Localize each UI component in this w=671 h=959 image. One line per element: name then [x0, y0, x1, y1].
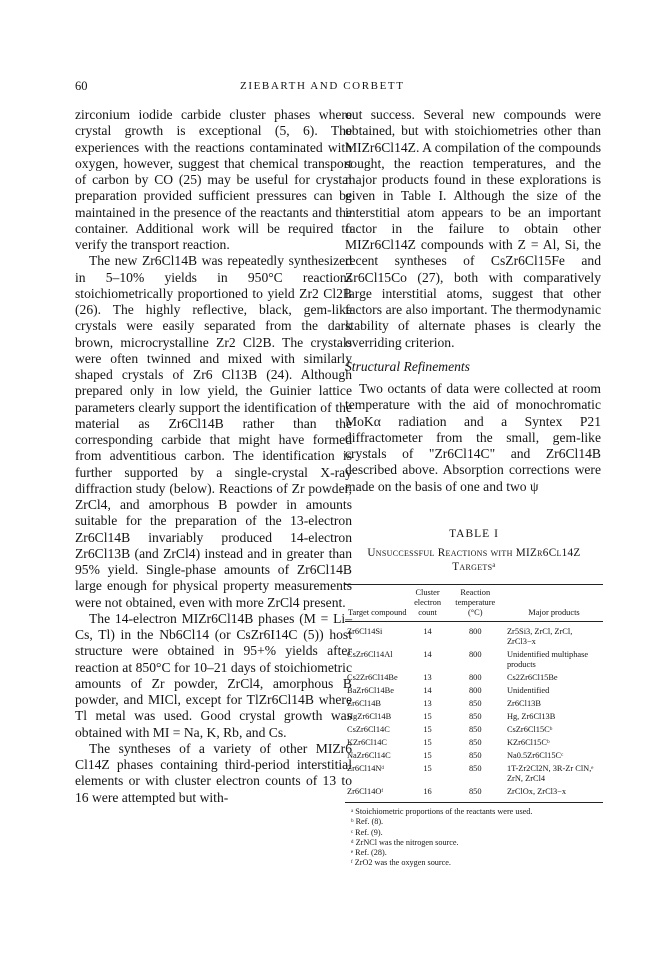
table-block: [345, 528, 603, 869]
cell-electron-count: 14: [423, 686, 432, 695]
cell-electron-count: 13: [423, 673, 432, 682]
cell-target: BaZr6Cl14Be: [347, 686, 394, 695]
cell-target: Cs2Zr6Cl14Be: [347, 673, 398, 682]
cell-temperature: 850: [468, 725, 482, 734]
cell-products: Zr5Si3, ZrCl, ZrCl, ZrCl3−x: [506, 627, 573, 646]
table-label: TABLE I: [449, 528, 499, 540]
cell-temperature: 850: [468, 764, 482, 773]
cell-temperature: 800: [468, 673, 482, 682]
cell-temperature: 850: [468, 712, 482, 721]
table-row: [345, 710, 603, 723]
body-paragraph: The syntheses of a variety of other MIZr6 Cl14Z phases containing third-period interstitial elements or with cluster electron counts of 13 to 16 were attempted but with-: [75, 740, 352, 805]
footnote: ᵉ Ref. (28).: [351, 848, 387, 858]
cell-electron-count: 14: [423, 627, 432, 636]
cell-products: Unidentified: [506, 686, 550, 695]
table-title-line-2: Targetsᵃ: [452, 561, 496, 573]
table-row: [345, 785, 603, 803]
footnote: ᵈ ZrNCl was the nitrogen source.: [351, 837, 459, 847]
cell-products: Cs2Zr6Cl15Be: [506, 673, 558, 682]
cell-temperature: 850: [468, 751, 482, 760]
cell-target: Zr6Cl14Nᵈ: [347, 764, 385, 773]
cell-target: CsZr6Cl14Al: [347, 650, 393, 659]
body-paragraph: zirconium iodide carbide cluster phases where crystal growth is exceptional (5, 6). The experiences with the reactions contaminated with oxygen, however, suggest that chemical transport of carbon by CO (25) may be useful for crystal preparation provided sufficient pressures can be maintained in the presence of the reactants and the container. Additional work will be required to verify the transport reaction.: [75, 107, 352, 252]
column-header: Cluster electron count: [410, 585, 446, 622]
cell-target: NaZr6Cl14C: [347, 751, 391, 760]
body-paragraph: The 14-electron MIZr6Cl14B phases (M = Li–Cs, Tl) in the Nb6Cl14 (or CsZr6I14C (5)) host structure were obtained in 95+% yields after reaction at 850°C for 10–21 days of stoichiometric amounts of Zr powder, ZrCl4, amorphous B powder, and MICl, except for TlZr6Cl14B where Tl metal was used. Good crystal growth was obtained with MI = Na, K, Rb, and Cs.: [75, 610, 352, 740]
cell-products: CsZr6Cl15Cᵇ: [506, 725, 553, 734]
footnote: ᶠ ZrO2 was the oxygen source.: [351, 858, 451, 868]
cell-temperature: 800: [468, 686, 482, 695]
left-column: [75, 107, 352, 806]
cell-electron-count: 15: [423, 764, 432, 773]
body-paragraph: Two octants of data were collected at room temperature with the aid of monochromatic MoKα radiation and a Syntex P21 diffractometer from the small, gem-like crystals of "Zr6Cl14C" and Zr6Cl14B described above. Absorption corrections were made on the basis of one and two ψ: [345, 381, 601, 494]
table-body: [345, 622, 603, 803]
table-row: [345, 723, 603, 736]
column-header: Major products: [505, 585, 603, 622]
cell-temperature: 850: [468, 699, 482, 708]
cell-target: KZr6Cl14C: [347, 738, 388, 747]
page-header: [0, 79, 671, 95]
cell-temperature: 800: [468, 650, 482, 659]
column-header: Reaction temperature (°C): [446, 585, 505, 622]
cell-electron-count: 13: [423, 699, 432, 708]
cell-target: Zr6Cl14B: [347, 699, 381, 708]
cell-temperature: 850: [446, 785, 505, 803]
cell-target: Zr6Cl14Oᶠ: [345, 785, 410, 803]
running-head: ZIEBARTH AND CORBETT: [240, 80, 405, 92]
cell-products: 1T-Zr2Cl2N, 3R-Zr ClN,ᵉ ZrN, ZrCl4: [506, 764, 594, 783]
right-column: [345, 107, 601, 495]
table-header-row: [345, 585, 603, 622]
table-row: [345, 671, 603, 684]
page-number: 60: [75, 79, 88, 93]
cell-electron-count: 15: [423, 738, 432, 747]
footnote: ᶜ Ref. (9).: [351, 827, 383, 837]
section-heading: Structural Refinements: [345, 358, 470, 374]
body-paragraph: The new Zr6Cl14B was repeatedly synthesized in 5–10% yields in 950°C reactions stoichiometrically proportioned to yield Zr2 Cl2B (26). The highly reflective, black, gem-like crystals were easily separated from the dark brown, microcrystalline Zr2 Cl2B. The crystals were often twinned and mixed with similarly shaped crystals of Zr6 Cl13B (24). Although prepared only in low yield, the Guinier lattice parameters clearly support the identification of the material as Zr6Cl14B rather than the corresponding carbide that might have formed from adventitious carbon. The identification is further supported by a single-crystal X-ray diffraction study (below). Reactions of Zr powder, ZrCl4, and amorphous B powder in amounts suitable for the preparation of the 13-electron Zr6Cl14B invariably produced 14-electron Zr6Cl13B (and ZrCl4) instead and in greater than 95% yield. Single-phase amounts of Zr6Cl14B large enough for physical property measurements were not obtained, even with more ZrCl4 present.: [75, 253, 352, 610]
table-row: [345, 762, 603, 785]
footnote: ᵃ Stoichiometric proportions of the reactants were used.: [351, 807, 533, 816]
cell-target: CsZr6Cl14C: [347, 725, 390, 734]
cell-electron-count: 15: [423, 712, 432, 721]
cell-temperature: 800: [468, 627, 482, 636]
cell-electron-count: 15: [423, 751, 432, 760]
table-row: [345, 622, 603, 649]
cell-target: HgZr6Cl14B: [347, 712, 392, 721]
table-row: [345, 648, 603, 671]
cell-products: Zr6Cl13B: [506, 699, 541, 708]
table-row: [345, 736, 603, 749]
cell-target: Zr6Cl14Si: [347, 627, 383, 636]
cell-products: Na0.5Zr6Cl15Cᶜ: [506, 751, 564, 760]
cell-products: Unidentified multiphase products: [506, 650, 589, 669]
column-header: Target compound: [345, 585, 410, 622]
table-row: [345, 697, 603, 710]
table-row: [345, 749, 603, 762]
cell-electron-count: 16: [410, 785, 446, 803]
cell-temperature: 850: [468, 738, 482, 747]
footnote: ᵇ Ref. (8).: [351, 817, 384, 827]
cell-electron-count: 15: [423, 725, 432, 734]
cell-electron-count: 14: [423, 650, 432, 659]
body-paragraph: out success. Several new compounds were obtained, but with stoichiometries other than MIZr6Cl14Z. A compilation of the compounds sought, the reaction temperatures, and the major products found in these explorations is given in Table I. Although the size of the interstitial atom appears to be an important factor in the failure to obtain other MIZr6Cl14Z compounds with Z = Al, Si, the recent syntheses of CsZr6Cl15Fe and Zr6Cl15Co (27), both with comparatively large interstitial atoms, suggest that other factors are also important. The thermodynamic stability of alternate phases is clearly the overriding criterion.: [345, 107, 601, 350]
table-row: [345, 684, 603, 697]
cell-products: Hg, Zr6Cl13B: [506, 712, 556, 721]
reactions-table: [345, 584, 603, 803]
cell-products: ZrClOx, ZrCl3−x: [505, 785, 603, 803]
cell-products: KZr6Cl15Cᵇ: [506, 738, 550, 747]
table-footnotes: [345, 807, 603, 869]
table-title: Unsuccessful Reactions with MIZr6Cl14Z: [367, 547, 581, 559]
